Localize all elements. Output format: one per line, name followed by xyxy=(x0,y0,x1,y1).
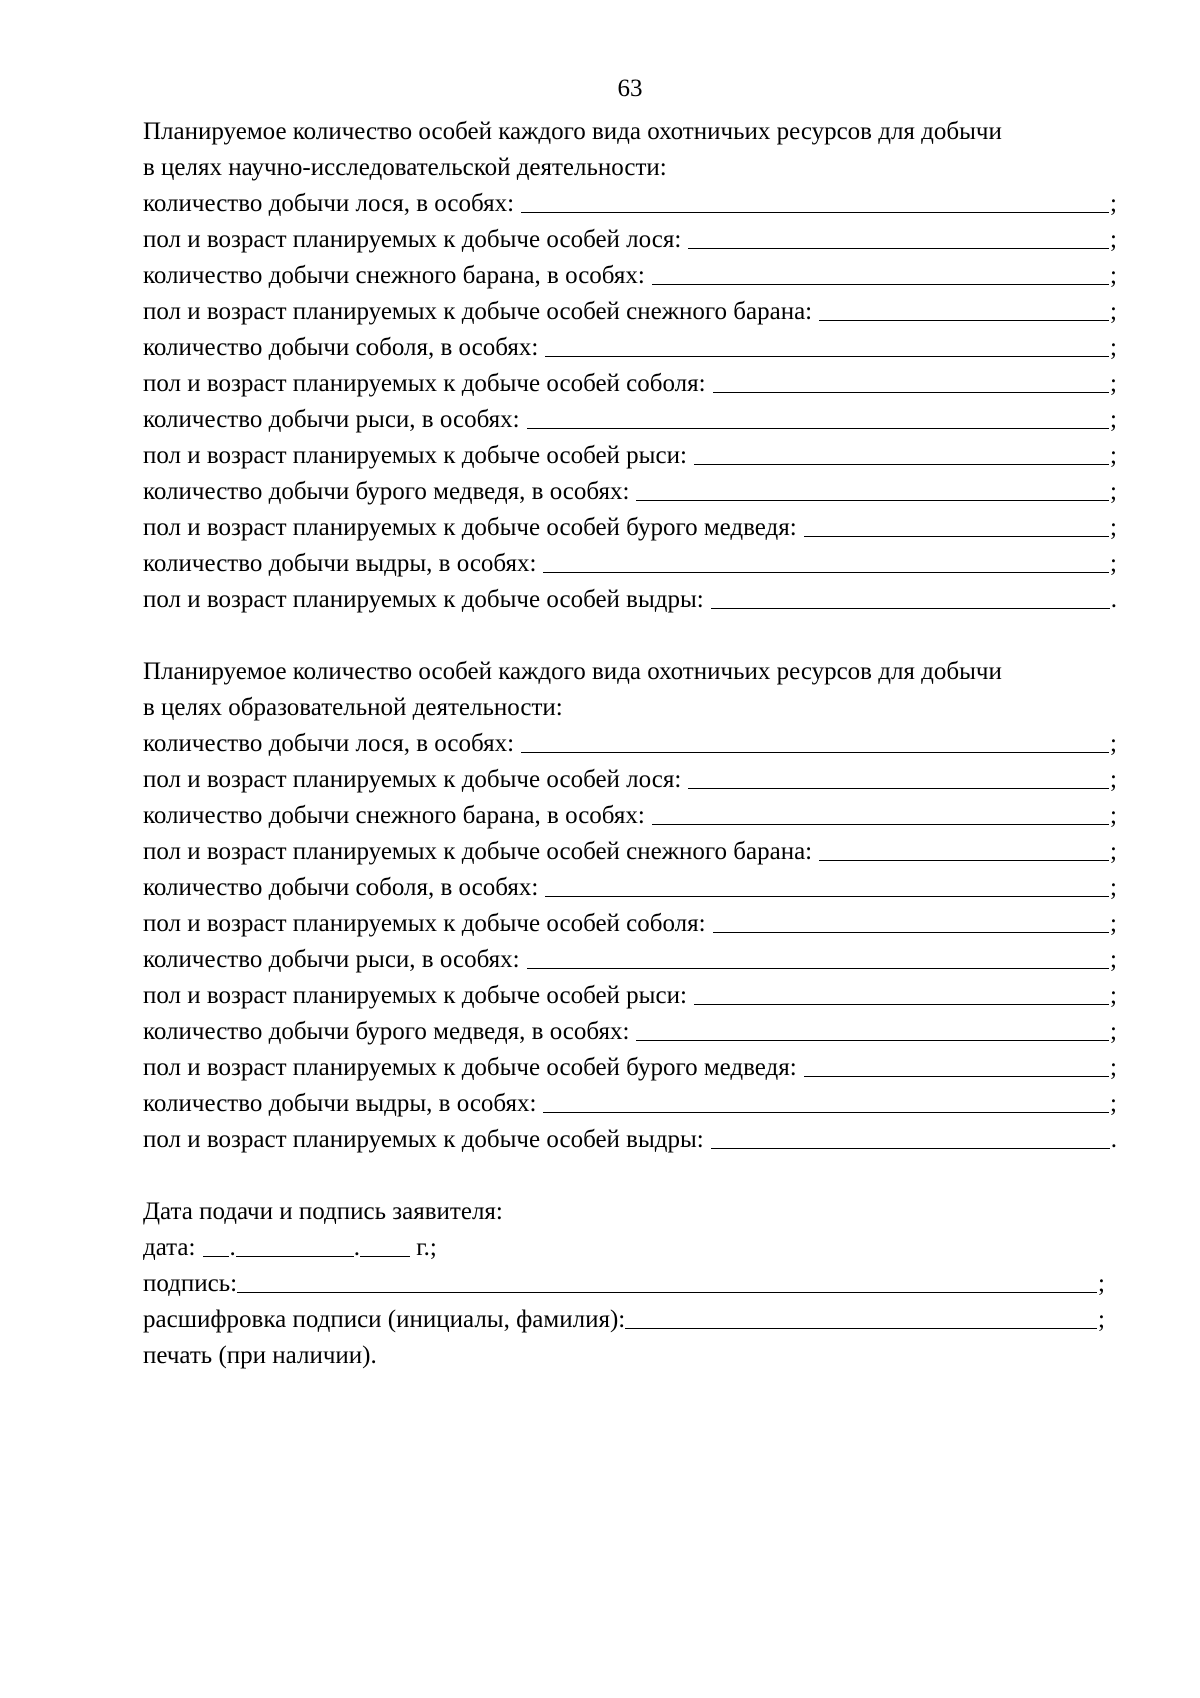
field-end-punct: ; xyxy=(1110,982,1117,1009)
field-end-punct: ; xyxy=(1110,442,1117,469)
seal-row xyxy=(143,1338,1117,1374)
fill-in-blank[interactable] xyxy=(711,582,1110,609)
section-intro xyxy=(143,150,1117,186)
date-year-suffix: г.; xyxy=(409,1234,437,1261)
field-label: количество добычи снежного барана, в особях: xyxy=(143,262,645,289)
field-label: пол и возраст планируемых к добыче особей выдры: xyxy=(143,586,704,613)
field-end-punct: ; xyxy=(1098,1270,1105,1297)
date-row xyxy=(143,1230,1117,1266)
date-year-blank[interactable] xyxy=(360,1230,410,1257)
fill-in-blank[interactable] xyxy=(527,942,1109,969)
signature-heading-row xyxy=(143,1194,1117,1230)
section-intro xyxy=(143,114,1117,150)
date-day-blank[interactable] xyxy=(203,1230,229,1257)
date-label: дата: xyxy=(143,1234,196,1261)
field-label: количество добычи рыси, в особях: xyxy=(143,406,520,433)
field-end-punct: ; xyxy=(1110,226,1117,253)
field-end-punct: ; xyxy=(1110,910,1117,937)
form-field-row xyxy=(143,906,1117,942)
field-end-punct: ; xyxy=(1110,1054,1117,1081)
form-field-row xyxy=(143,438,1117,474)
fill-in-blank[interactable] xyxy=(545,330,1109,357)
field-label: количество добычи снежного барана, в особях: xyxy=(143,802,645,829)
fill-in-blank[interactable] xyxy=(804,510,1109,537)
form-field-row xyxy=(143,222,1117,258)
section-intro-text: Планируемое количество особей каждого вида охотничьих ресурсов для добычи xyxy=(143,118,1002,145)
field-label: пол и возраст планируемых к добыче особей соболя: xyxy=(143,910,706,937)
page-number: 63 xyxy=(617,75,643,102)
field-label: пол и возраст планируемых к добыче особей бурого медведя: xyxy=(143,1054,797,1081)
field-end-punct: ; xyxy=(1110,406,1117,433)
field-end-punct: . xyxy=(1110,1126,1117,1153)
fill-in-blank[interactable] xyxy=(521,726,1109,753)
fill-in-blank[interactable] xyxy=(636,474,1109,501)
section-research xyxy=(143,114,1117,618)
field-label: пол и возраст планируемых к добыче особей выдры: xyxy=(143,1126,704,1153)
fill-in-blank[interactable] xyxy=(804,1050,1109,1077)
field-end-punct: ; xyxy=(1110,334,1117,361)
date-month-blank[interactable] xyxy=(236,1230,354,1257)
form-field-row xyxy=(143,1050,1117,1086)
fill-in-blank[interactable] xyxy=(819,294,1109,321)
field-label: пол и возраст планируемых к добыче особей рыси: xyxy=(143,982,687,1009)
form-field-row xyxy=(143,510,1117,546)
signature-block xyxy=(143,1194,1117,1374)
fill-in-blank[interactable] xyxy=(521,186,1109,213)
field-label: количество добычи бурого медведя, в особях: xyxy=(143,478,630,505)
fill-in-blank[interactable] xyxy=(543,1086,1109,1113)
form-field-row xyxy=(143,294,1117,330)
fill-in-blank[interactable] xyxy=(636,1014,1109,1041)
spacer xyxy=(143,618,1117,654)
section-intro-text: Планируемое количество особей каждого вида охотничьих ресурсов для добычи xyxy=(143,658,1002,685)
form-field-row xyxy=(143,1014,1117,1050)
form-field-row xyxy=(143,366,1117,402)
form-field-row xyxy=(143,330,1117,366)
field-end-punct: ; xyxy=(1110,766,1117,793)
field-end-punct: ; xyxy=(1110,514,1117,541)
field-end-punct: . xyxy=(1110,586,1117,613)
fill-in-blank[interactable] xyxy=(543,546,1109,573)
field-label: количество добычи соболя, в особях: xyxy=(143,874,539,901)
fill-in-blank[interactable] xyxy=(713,366,1109,393)
field-label: количество добычи выдры, в особях: xyxy=(143,550,537,577)
field-label: количество добычи лося, в особях: xyxy=(143,190,515,217)
field-label: пол и возраст планируемых к добыче особей рыси: xyxy=(143,442,687,469)
fill-in-blank[interactable] xyxy=(713,906,1109,933)
section-intro-text: в целях образовательной деятельности: xyxy=(143,694,563,721)
field-end-punct: ; xyxy=(1110,262,1117,289)
field-end-punct: ; xyxy=(1110,478,1117,505)
date-separator: . xyxy=(229,1234,236,1261)
fill-in-blank[interactable] xyxy=(652,258,1109,285)
field-end-punct: ; xyxy=(1110,802,1117,829)
field-end-punct: ; xyxy=(1110,370,1117,397)
section-education xyxy=(143,654,1117,1158)
field-label: пол и возраст планируемых к добыче особей снежного барана: xyxy=(143,298,813,325)
form-field-row xyxy=(143,942,1117,978)
field-end-punct: ; xyxy=(1110,730,1117,757)
form-field-row xyxy=(143,1122,1117,1158)
form-field-row xyxy=(143,834,1117,870)
form-field-row xyxy=(143,258,1117,294)
field-label: пол и возраст планируемых к добыче особей снежного барана: xyxy=(143,838,813,865)
signature-blank[interactable] xyxy=(237,1266,1097,1293)
form-field-row xyxy=(143,870,1117,906)
field-label: пол и возраст планируемых к добыче особей лося: xyxy=(143,766,682,793)
field-label: пол и возраст планируемых к добыче особей бурого медведя: xyxy=(143,514,797,541)
section-intro xyxy=(143,690,1117,726)
field-end-punct: ; xyxy=(1098,1306,1105,1333)
section-intro xyxy=(143,654,1117,690)
field-label: количество добычи соболя, в особях: xyxy=(143,334,539,361)
fill-in-blank[interactable] xyxy=(711,1122,1110,1149)
form-field-row xyxy=(143,474,1117,510)
fill-in-blank[interactable] xyxy=(819,834,1109,861)
field-label: количество добычи лося, в особях: xyxy=(143,730,515,757)
section-intro-text: в целях научно-исследовательской деятельности: xyxy=(143,154,667,181)
signature-heading: Дата подачи и подпись заявителя: xyxy=(143,1198,503,1225)
form-field-row xyxy=(143,546,1117,582)
field-label: количество добычи бурого медведя, в особях: xyxy=(143,1018,630,1045)
fill-in-blank[interactable] xyxy=(652,798,1109,825)
field-label: пол и возраст планируемых к добыче особей лося: xyxy=(143,226,682,253)
signature-row xyxy=(143,1266,1117,1302)
field-label: количество добычи рыси, в особях: xyxy=(143,946,520,973)
field-end-punct: ; xyxy=(1110,1018,1117,1045)
fill-in-blank[interactable] xyxy=(694,438,1109,465)
fill-in-blank[interactable] xyxy=(688,762,1109,789)
signature-decoding-row xyxy=(143,1302,1117,1338)
fill-in-blank[interactable] xyxy=(688,222,1109,249)
form-field-row xyxy=(143,978,1117,1014)
form-field-row xyxy=(143,726,1117,762)
form-field-row xyxy=(143,798,1117,834)
form-field-row xyxy=(143,582,1117,618)
fill-in-blank[interactable] xyxy=(694,978,1109,1005)
fill-in-blank[interactable] xyxy=(545,870,1109,897)
form-field-row xyxy=(143,762,1117,798)
signature-label: подпись: xyxy=(143,1270,238,1297)
field-end-punct: ; xyxy=(1110,838,1117,865)
field-end-punct: ; xyxy=(1110,1090,1117,1117)
form-field-row xyxy=(143,1086,1117,1122)
signature-decoding-blank[interactable] xyxy=(625,1302,1097,1329)
form-field-row xyxy=(143,186,1117,222)
field-end-punct: ; xyxy=(1110,946,1117,973)
form-content xyxy=(143,114,1117,1374)
signature-decoding-label: расшифровка подписи (инициалы, фамилия): xyxy=(143,1306,626,1333)
field-end-punct: ; xyxy=(1110,190,1117,217)
field-label: пол и возраст планируемых к добыче особей соболя: xyxy=(143,370,706,397)
fill-in-blank[interactable] xyxy=(527,402,1109,429)
spacer xyxy=(143,1158,1117,1194)
field-end-punct: ; xyxy=(1110,874,1117,901)
field-label: количество добычи выдры, в особях: xyxy=(143,1090,537,1117)
field-end-punct: ; xyxy=(1110,298,1117,325)
form-field-row xyxy=(143,402,1117,438)
seal-label: печать (при наличии). xyxy=(143,1342,377,1369)
field-end-punct: ; xyxy=(1110,550,1117,577)
date-separator: . xyxy=(353,1234,360,1261)
